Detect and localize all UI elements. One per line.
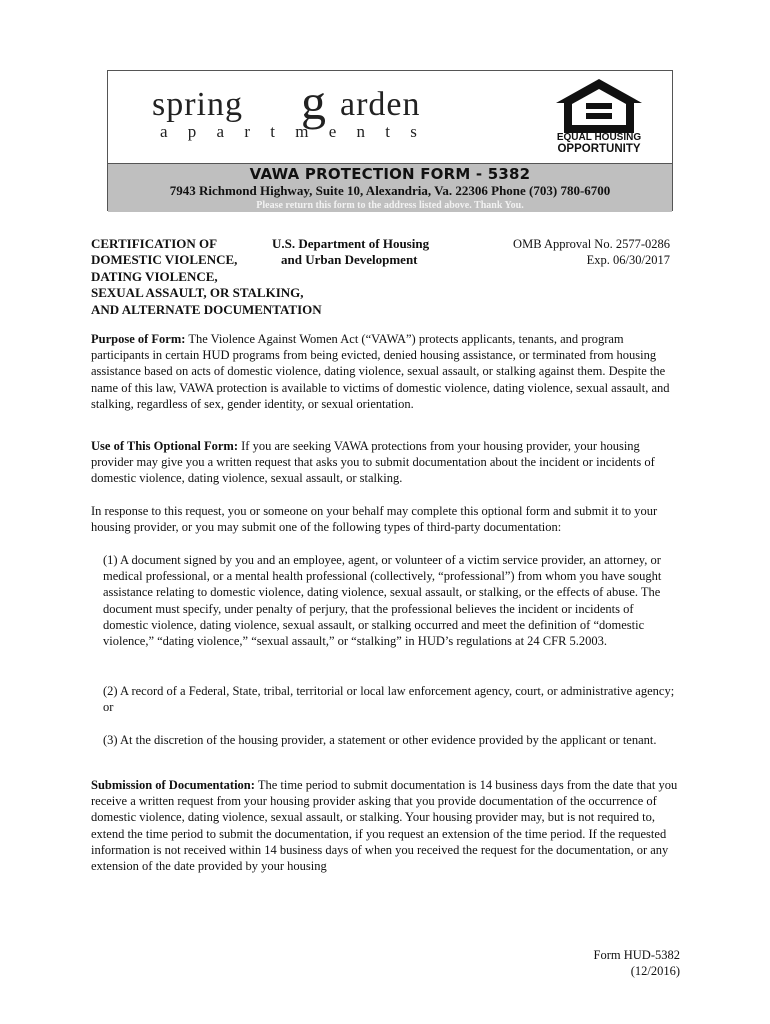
omb-expiration: Exp. 06/30/2017 [586, 253, 670, 268]
cert-line: SEXUAL ASSAULT, OR STALKING, [91, 285, 304, 301]
response-paragraph: In response to this request, you or someone on your behalf may complete this optional form and submit it to your housing provider, or you may submit one of the following types of third-party documentation: [91, 504, 658, 535]
logo-apartments-text: a p a r t m e n t s [160, 122, 425, 141]
option-2-paragraph: (2) A record of a Federal, State, tribal, territorial or local law enforcement agency, court, or administrative agency; or [103, 684, 675, 715]
option-1-paragraph: (1) A document signed by you and an employee, agent, or volunteer of a victim service provider, an attorney, or medical professional, or a mental health professional (collectively, “professional”) from whom you have sought assistance relating to domestic violence, dating violence, sexual assault, or stalking, or the effects of abuse. The document must specify, under penalty of perjury, that the professional believes the incident or incidents of domestic violence, dating violence, sexual assault, or stalking occurred and meet the definition of “domestic violence,” “dating violence,” “sexual assault,” or “stalking” in HUD’s regulations at 24 CFR 5.2003. [103, 553, 662, 649]
equal-housing-label: EQUAL HOUSING [556, 132, 642, 143]
use-text: If you are seeking VAWA protections from your housing provider, your housing provider may give you a written request that asks you to submit documentation about the incident or incidents of domestic violence, dating violence, sexual assault, or stalking. [91, 439, 655, 486]
logo-garden-text: arden [340, 86, 421, 123]
return-note: Please return this form to the address listed above. Thank You. [256, 200, 524, 211]
omb-approval-block [513, 236, 670, 269]
omb-number: OMB Approval No. 2577-0286 [513, 237, 670, 251]
form-number: Form HUD-5382 [593, 948, 680, 962]
springgarden-logo [108, 71, 548, 163]
hud-department [272, 236, 429, 269]
submission-label: Submission of Documentation: [91, 778, 255, 792]
cert-line: AND ALTERNATE DOCUMENTATION [91, 301, 322, 317]
form-date: (12/2016) [630, 963, 680, 978]
dept-line: U.S. Department of Housing [272, 236, 430, 251]
logo-spring-text: spring [152, 86, 243, 123]
purpose-text: The Violence Against Women Act (“VAWA”) protects applicants, tenants, and program participants in certain HUD programs from being evicted, denied housing assistance, or terminated from housing assistance based on acts of domestic violence, dating violence, sexual assault, or stalking against them. Despite the name of this law, VAWA protection is available to victims of domestic violence, dating violence, sexual assault, and stalking, regardless of sex, gender identity, or sexual orientation. [91, 332, 670, 411]
header-box [107, 70, 673, 211]
submission-text: The time period to submit documentation is 14 business days from the date that you receive a written request from your housing provider asking that you provide documentation of the occurrence of domestic violence, dating violence, sexual assault, or stalking. Your housing provider may, but is not required to, extend the time period to submit the documentation, if you request an extension of the time period. If the requested information is not received within 14 business days of when you received the request for the documentation, or any extension of the date provided by your housing [91, 778, 678, 874]
office-address: 7943 Richmond Highway, Suite 10, Alexandria, Va. 22306 Phone (703) 780-6700 [169, 183, 611, 198]
form-banner [108, 163, 672, 212]
cert-line: DOMESTIC VIOLENCE, [91, 252, 238, 268]
form-title: VAWA PROTECTION FORM - 5382 [249, 165, 531, 183]
house-equal-icon [554, 77, 644, 135]
cert-line: CERTIFICATION OF [91, 236, 218, 251]
opportunity-label: OPPORTUNITY [557, 143, 641, 155]
use-label: Use of This Optional Form: [91, 439, 238, 453]
form-footer [594, 948, 680, 979]
submission-paragraph [91, 777, 681, 874]
dept-line: and Urban Development [281, 252, 418, 268]
purpose-paragraph [91, 331, 681, 412]
purpose-label: Purpose of Form: [91, 332, 186, 346]
equal-housing-logo [554, 77, 644, 159]
cert-line: DATING VIOLENCE, [91, 268, 218, 284]
option-3-paragraph: (3) At the discretion of the housing provider, a statement or other evidence provided by the applicant or tenant. [103, 733, 657, 747]
logo-g-letter: g [301, 74, 326, 130]
use-paragraph [91, 438, 681, 487]
logo-area [108, 71, 672, 163]
